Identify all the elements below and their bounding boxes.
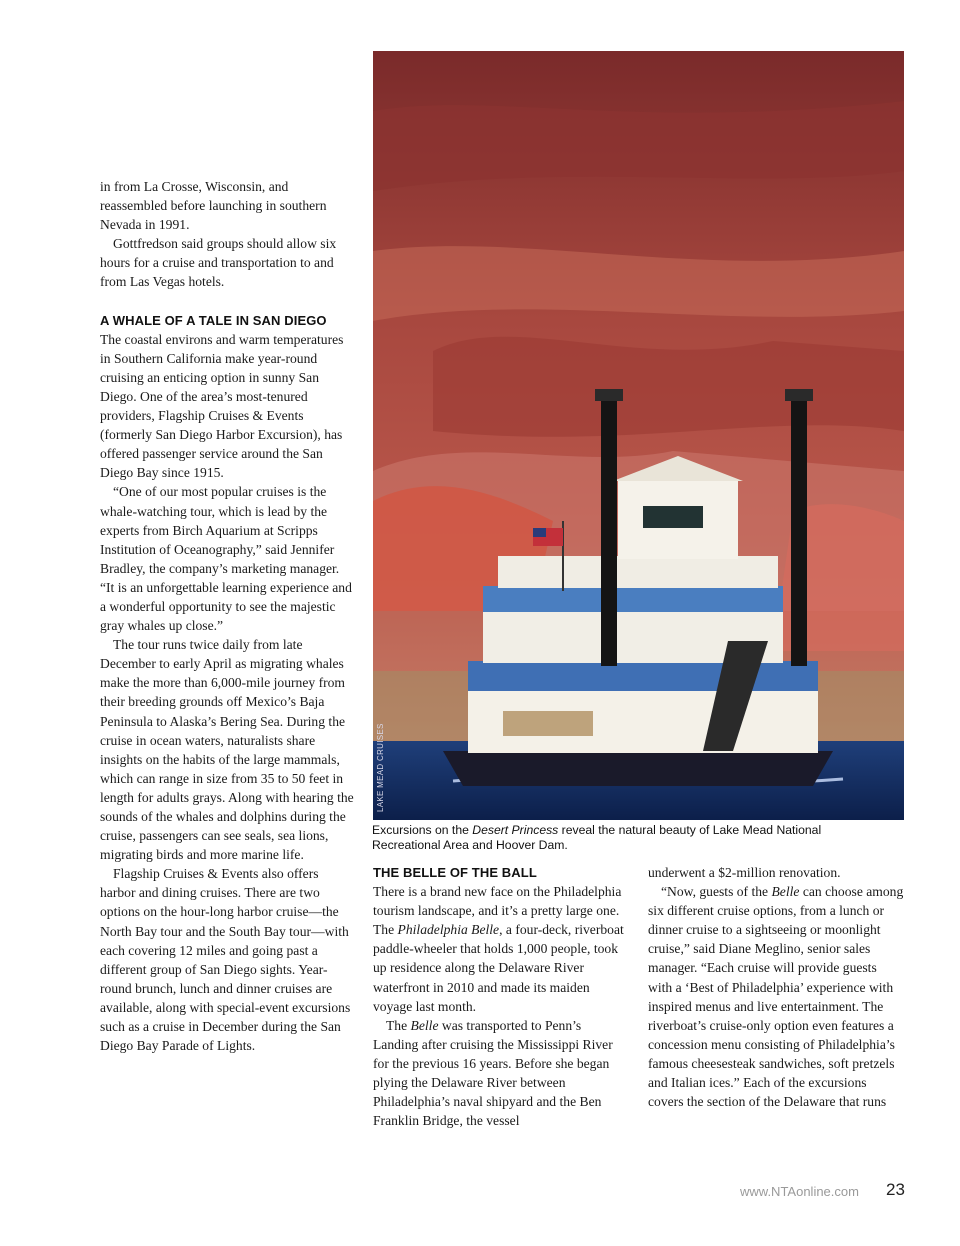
riverboat-photo [373, 51, 904, 820]
body-paragraph: The tour runs twice daily from late December to early April as migrating whales make the more than 6,000-mile journey from their breeding grounds off Mexico’s Baja Peninsula to Alaska’s Bering Sea. During the cruise in ocean waters, naturalists share insights on the habits of the large mammals, which can range in size from 35 to 50 feet in length for adults grays. Along with hearing the sounds of the whales and dolphins during the cruise, passengers can see seals, sea lions, migrating birds and more marine life. [100, 637, 354, 863]
body-paragraph: Flagship Cruises & Events also offers harbor and dining cruises. There are two options on the hour-long harbor cruise—the North Bay tour and the South Bay tour—with each covering 12 miles and going past a different group of San Diego sights. Year-round brunch, lunch and dinner cruises are available, along with special-event excursions such as a cruise in December during the San Diego Bay Parade of Lights. [100, 866, 351, 1054]
boat-name: Philadelphia Belle [397, 922, 500, 938]
body-text: , a four-deck, riverboat paddle-wheeler that holds 1,000 people, took up residence along the Delaware River waterfront in 2010 and made its maiden voyage last month. [373, 922, 624, 1014]
boat-name: Belle [771, 884, 800, 900]
caption-boat-name: Desert Princess [472, 823, 559, 837]
body-paragraph: underwent a $2-million renovation. [648, 865, 841, 880]
caption-text: reveal the natural beauty of Lake Mead National Recreational Area and Hoover Dam. [372, 823, 822, 852]
article-column-right [648, 863, 904, 1111]
body-text: can choose among six different cruise options, from a lunch or dinner cruise to a sightseeing or moonlight cruise,” said Diane Meglino, senior sales manager. “Each cruise will provide guests with a ‘Best of Philadelphia’ experience with inspired menus and live entertainment. The riverboat’s cruise-only option even features a concession menu consisting of Philadelphia’s famous cheesesteak sandwiches, soft pretzels and Italian ices.” Each of the excursions covers the section of the Delaware that runs [648, 884, 904, 1110]
boat-name: Belle [410, 1017, 439, 1033]
photo-caption [372, 823, 892, 853]
body-text: The [386, 1017, 411, 1033]
body-paragraph: Gottfredson said groups should allow six hours for a cruise and transportation to and from Las Vegas hotels. [100, 236, 337, 290]
article-column-middle [373, 863, 629, 1130]
photo-credit [376, 800, 385, 812]
body-paragraph: in from La Crosse, Wisconsin, and reassembled before launching in southern Nevada in 1991. [100, 179, 327, 233]
section-heading: THE BELLE OF THE BALL [373, 865, 537, 880]
section-heading: A WHALE OF A TALE IN SAN DIEGO [100, 312, 327, 328]
body-text: was transported to Penn’s Landing after cruising the Mississippi River for the previous 16 years. Before she began plying the Delaware River between Philadelphia’s naval shipyard and the Ben Franklin Bridge, the vessel [373, 1017, 613, 1129]
riverboat-illustration [373, 51, 904, 820]
body-paragraph: The coastal environs and warm temperatures in Southern California make year-round cruising an enticing option in sunny San Diego. One of the area’s most-tenured providers, Flagship Cruises & Events (formerly San Diego Harbor Excursion), has offered passenger service around the San Diego Bay since 1915. [100, 331, 344, 481]
body-text: “Now, guests of the [661, 884, 772, 900]
body-paragraph [648, 882, 904, 1111]
caption-text: Excursions on the [372, 823, 473, 837]
body-paragraph [373, 882, 629, 1016]
body-text: There is a brand new face on the Philadelphia tourism landscape, and it’s a pretty large one. The [373, 884, 622, 938]
body-paragraph: “One of our most popular cruises is the whale-watching tour, which is lead by the experts from Birch Aquarium at Scripps Institution of Oceanography,” said Jennifer Bradley, the company’s marketing manager. “It is an unforgettable learning experience and a wonderful opportunity to see the majestic gray whales up close.” [100, 484, 352, 634]
page-number: 23 [886, 1180, 905, 1199]
article-column-left [100, 177, 356, 1055]
body-paragraph [373, 1016, 629, 1131]
footer-url[interactable]: www.NTAonline.com [740, 1184, 859, 1199]
